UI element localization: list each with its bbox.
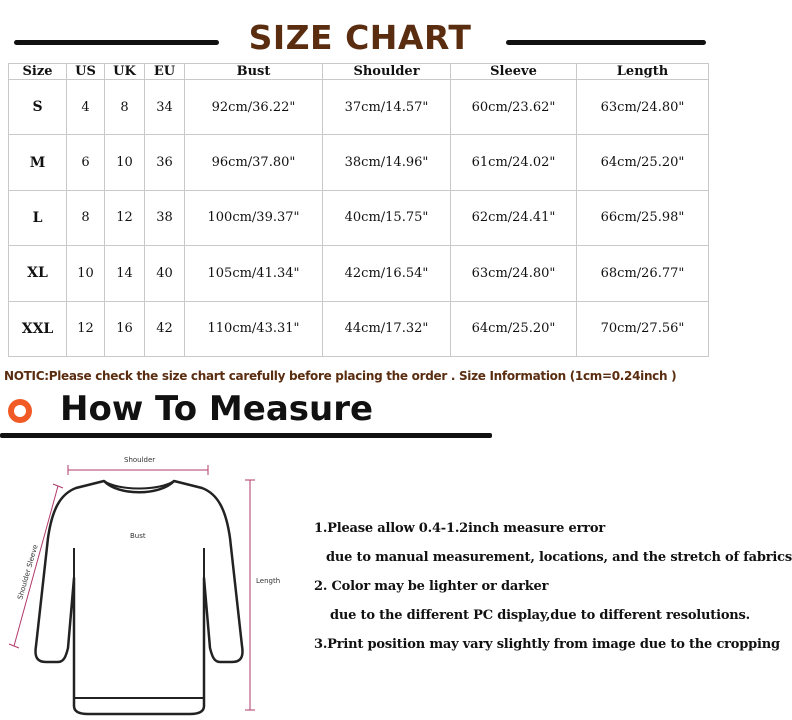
cell-uk: 16: [105, 301, 145, 356]
table-header-row: [9, 64, 709, 80]
header-right-rule: [506, 40, 706, 45]
bust-label: Bust: [130, 532, 146, 540]
note-line: 2. Color may be lighter or darker: [314, 579, 549, 594]
note-line: 1.Please allow 0.4-1.2inch measure error: [314, 521, 606, 536]
cell-sleeve: 62cm/24.41": [451, 190, 577, 245]
column-header-us: US: [67, 64, 105, 80]
cell-size: M: [9, 135, 67, 190]
sweater-outline: [35, 481, 242, 714]
measurement-notes: [310, 518, 792, 663]
cell-us: 12: [67, 301, 105, 356]
cell-uk: 12: [105, 190, 145, 245]
sleeve-label: Shoulder Sleeve: [16, 543, 40, 601]
cell-us: 4: [67, 80, 105, 135]
cell-us: 6: [67, 135, 105, 190]
cell-length: 68cm/26.77": [577, 246, 709, 301]
cell-eu: 36: [145, 135, 185, 190]
how-to-measure-title: How To Measure: [60, 389, 374, 429]
cell-sleeve: 63cm/24.80": [451, 246, 577, 301]
note-line: 3.Print position may vary slightly from image due to the cropping: [314, 637, 780, 652]
cell-bust: 96cm/37.80": [185, 135, 323, 190]
table-row: [9, 190, 709, 245]
table-row: [9, 135, 709, 190]
cell-length: 63cm/24.80": [577, 80, 709, 135]
cell-length: 66cm/25.98": [577, 190, 709, 245]
column-header-eu: EU: [145, 64, 185, 80]
column-header-length: Length: [577, 64, 709, 80]
cell-bust: 110cm/43.31": [185, 301, 323, 356]
cell-bust: 100cm/39.37": [185, 190, 323, 245]
cell-uk: 8: [105, 80, 145, 135]
cell-size: XL: [9, 246, 67, 301]
cell-shoulder: 42cm/16.54": [323, 246, 451, 301]
column-header-size: Size: [9, 64, 67, 80]
column-header-sleeve: Sleeve: [451, 64, 577, 80]
cell-eu: 40: [145, 246, 185, 301]
cell-sleeve: 64cm/25.20": [451, 301, 577, 356]
cell-size: XXL: [9, 301, 67, 356]
size-table: [8, 63, 709, 357]
length-label: Length: [256, 577, 281, 585]
cell-sleeve: 60cm/23.62": [451, 80, 577, 135]
cell-size: L: [9, 190, 67, 245]
cell-length: 70cm/27.56": [577, 301, 709, 356]
cell-eu: 38: [145, 190, 185, 245]
target-dot-icon: [8, 399, 32, 423]
table-row: [9, 301, 709, 356]
column-header-bust: Bust: [185, 64, 323, 80]
table-row: [9, 80, 709, 135]
cell-length: 64cm/25.20": [577, 135, 709, 190]
cell-eu: 42: [145, 301, 185, 356]
cell-bust: 105cm/41.34": [185, 246, 323, 301]
cell-us: 10: [67, 246, 105, 301]
size-notice: NOTIC:Please check the size chart carefully before placing the order . Size Information (1cm=0.24inch ): [4, 369, 677, 383]
cell-us: 8: [67, 190, 105, 245]
cell-shoulder: 37cm/14.57": [323, 80, 451, 135]
cell-size: S: [9, 80, 67, 135]
cell-sleeve: 61cm/24.02": [451, 135, 577, 190]
cell-eu: 34: [145, 80, 185, 135]
cell-uk: 10: [105, 135, 145, 190]
size-chart-title: SIZE CHART: [248, 18, 472, 57]
cell-uk: 14: [105, 246, 145, 301]
cell-shoulder: 38cm/14.96": [323, 135, 451, 190]
cell-bust: 92cm/36.22": [185, 80, 323, 135]
sweater-measure-diagram: [0, 448, 300, 720]
how-to-measure-rule: [0, 433, 492, 438]
column-header-uk: UK: [105, 64, 145, 80]
column-header-shoulder: Shoulder: [323, 64, 451, 80]
note-line: due to manual measurement, locations, and the stretch of fabrics: [326, 550, 792, 565]
header-left-rule: [14, 40, 219, 45]
size-chart-header: [0, 0, 720, 60]
cell-shoulder: 40cm/15.75": [323, 190, 451, 245]
shoulder-label: Shoulder: [124, 456, 156, 464]
note-line: due to the different PC display,due to different resolutions.: [330, 608, 750, 623]
cell-shoulder: 44cm/17.32": [323, 301, 451, 356]
table-row: [9, 246, 709, 301]
